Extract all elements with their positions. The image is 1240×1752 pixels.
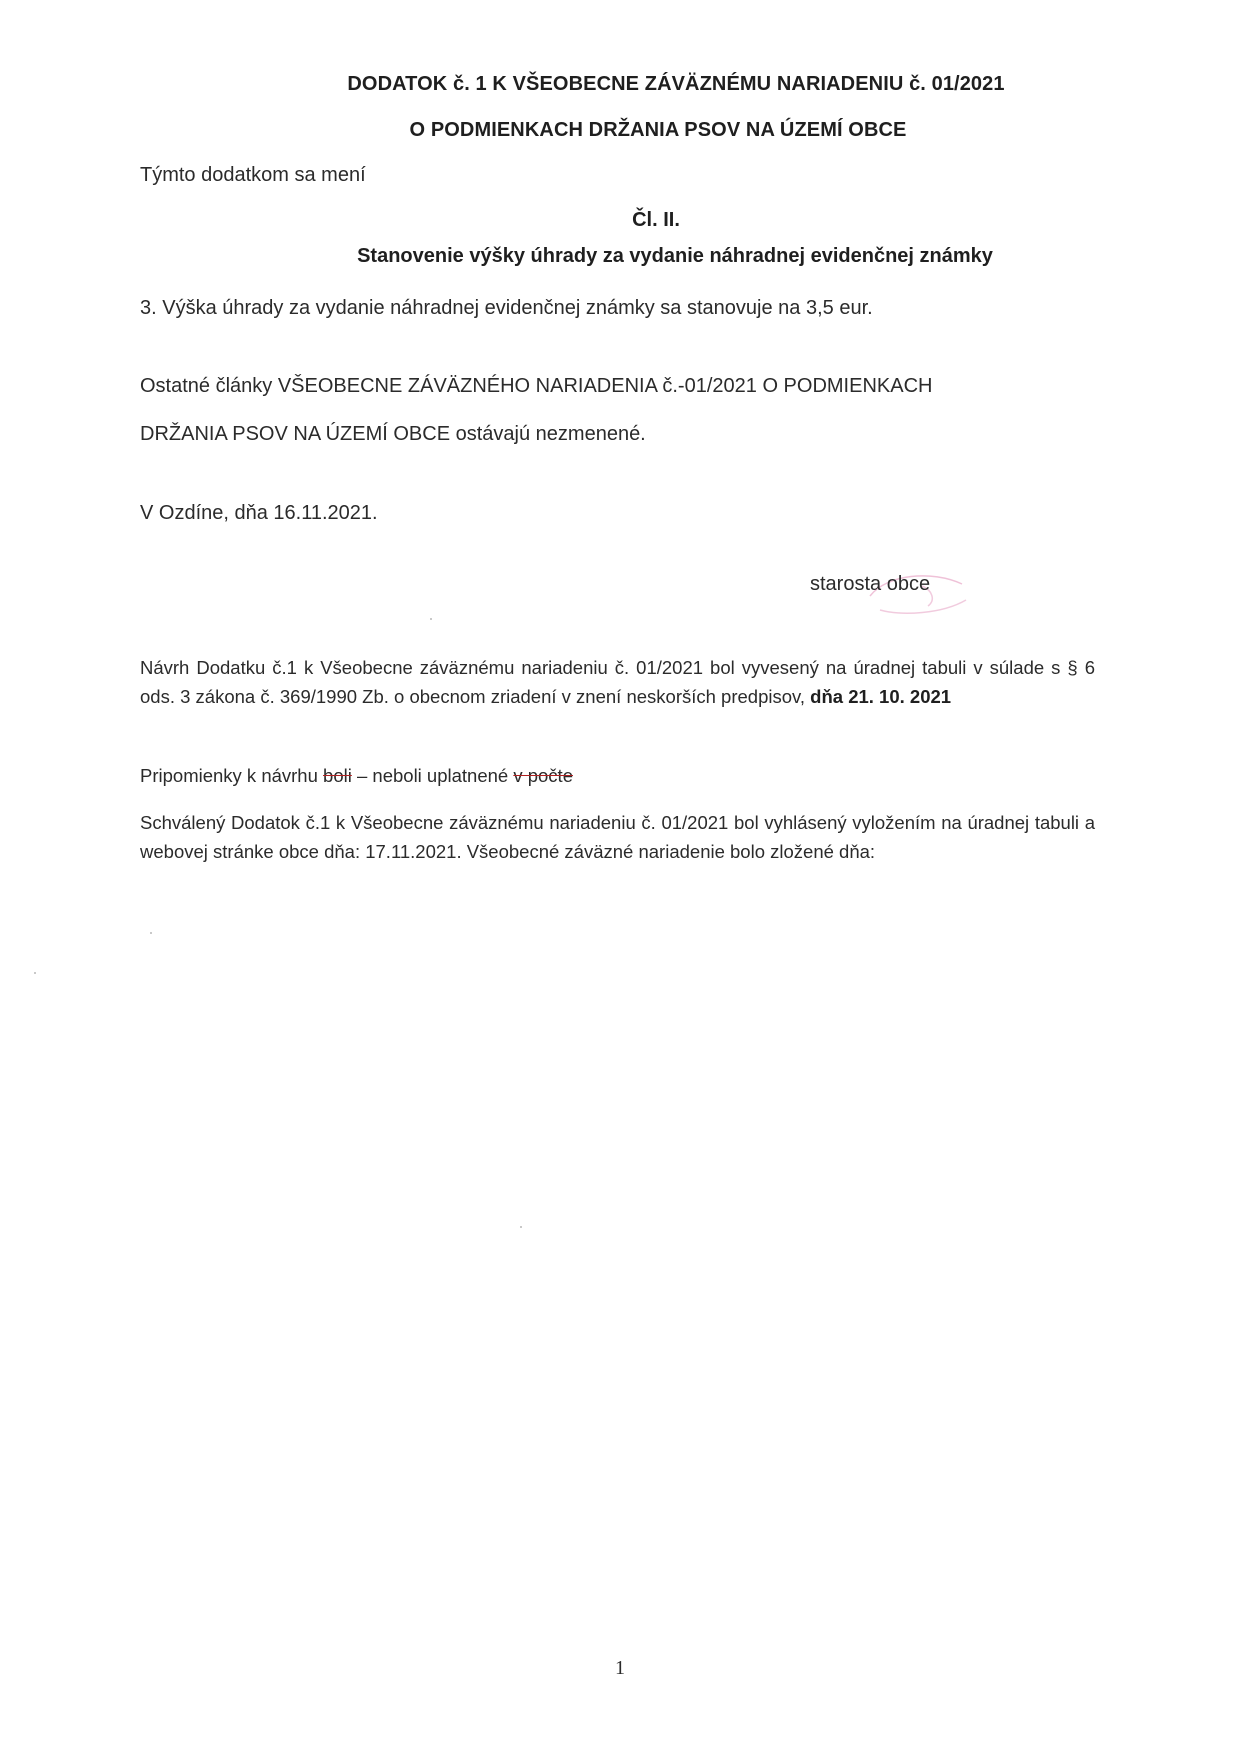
intro-text: Týmto dodatkom sa mení [140, 164, 366, 186]
draft-notice-date: dňa 21. 10. 2021 [810, 686, 952, 707]
scan-speck [34, 972, 36, 974]
comments-paragraph [140, 761, 1095, 790]
other-articles-line1: Ostatné články VŠEOBECNE ZÁVÄZNÉHO NARIADENIA č.-01/2021 O PODMIENKACH [140, 375, 933, 397]
article-title: Stanovenie výšky úhrady za vydanie náhradnej evidenčnej známky [357, 245, 993, 267]
scan-speck [520, 1226, 522, 1228]
comments-middle: – neboli uplatnené [356, 765, 509, 786]
other-articles-line2: DRŽANIA PSOV NA ÚZEMÍ OBCE ostávajú nezmenené. [140, 423, 646, 445]
page-number: 1 [615, 1657, 625, 1679]
comments-struck-word-2: v počte [513, 765, 573, 786]
comments-prefix: Pripomienky k návrhu [140, 765, 318, 786]
document-title-line2: O PODMIENKACH DRŽANIA PSOV NA ÚZEMÍ OBCE [409, 119, 907, 141]
draft-notice-text: Návrh Dodatku č.1 k Všeobecne záväznému nariadeniu č. 01/2021 bol vyvesený na úradnej tabuli v súlade s § 6 ods. 3 zákona č. 369/1990 Zb. o obecnom zriadení v znení neskorších predpisov, [140, 657, 1095, 707]
document-title-line1: DODATOK č. 1 K VŠEOBECNE ZÁVÄZNÉMU NARIADENIU č. 01/2021 [347, 73, 1005, 95]
comments-struck-word-1: boli [323, 765, 352, 786]
scan-speck [150, 932, 152, 934]
article-number: Čl. II. [632, 209, 680, 231]
draft-notice-paragraph [140, 653, 1095, 711]
scan-speck [430, 618, 432, 620]
signature-label: starosta obce [810, 573, 931, 595]
article-item-3: 3. Výška úhrady za vydanie náhradnej evidenčnej známky sa stanovuje na 3,5 eur. [140, 297, 873, 319]
place-and-date: V Ozdíne, dňa 16.11.2021. [140, 502, 378, 524]
approval-paragraph: Schválený Dodatok č.1 k Všeobecne záväznému nariadeniu č. 01/2021 bol vyhlásený vyložením na úradnej tabuli a webovej stránke obce dňa: 17.11.2021. Všeobecné záväzné nariadenie bolo zložené dňa: [140, 812, 1095, 862]
